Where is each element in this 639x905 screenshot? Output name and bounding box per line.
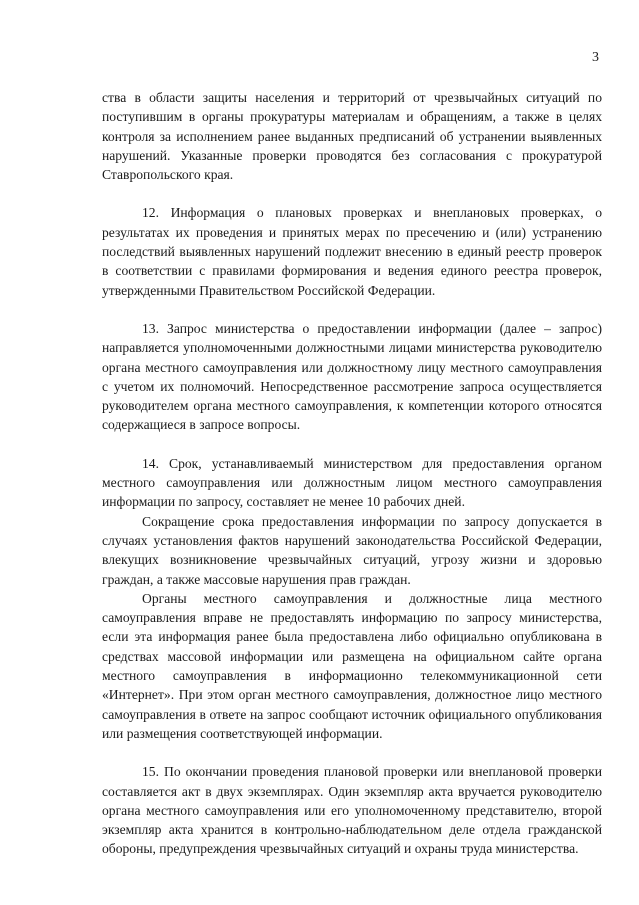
paragraph-15: 15. По окончании проведения плановой проверки или внеплановой проверки составляется акт в двух экземплярах. Один экземпляр акта вручается руководителю органа местного самоуправления или его уполномоченному представителю, второй экземпляр акта хранится в контрольно-наблюдательном деле отдела гражданской обороны, предупреждения чрезвычайных ситуаций и охраны труда министерства. bbox=[102, 764, 602, 857]
document-body bbox=[102, 88, 602, 859]
page-number: 3 bbox=[592, 50, 599, 65]
paragraph-14: 14. Срок, устанавливаемый министерством для предоставления органом местного самоуправления или должностным лицом местного самоуправления информации по запросу, составляет не менее 10 рабочих дней. bbox=[102, 455, 602, 510]
paragraph-13: 13. Запрос министерства о предоставлении информации (далее – запрос) направляется уполномоченными должностными лицами министерства руководителю органа местного самоуправления или должностному лицу местного самоуправления с учетом их полномочий. Непосредственное рассмотрение запроса осуществляется руководителем органа местного самоуправления, к компетенции которого относятся содержащиеся в запросе вопросы. bbox=[102, 320, 602, 433]
paragraph-14-part-2: Сокращение срока предоставления информации по запросу допускается в случаях установления фактов нарушений законодательства Российской Федерации, влекущих возникновение чрезвычайных ситуаций, угрозу жизни и здоровью граждан, а также массовые нарушения прав граждан. bbox=[102, 513, 602, 587]
paragraph-continuation: ства в области защиты населения и территорий от чрезвычайных ситуаций по поступившим в органы прокуратуры материалам и обращениям, а также в целях контроля за исполнением ранее выданных предписаний об устранении выявленных нарушений. Указанные проверки проводятся без согласования с прокуратурой Ставропольского края. bbox=[102, 90, 602, 183]
paragraph-14-part-3: Органы местного самоуправления и должностные лица местного самоуправления вправе не предоставлять информацию по запросу министерства, если эта информация ранее была предоставлена либо официально опубликована в средствах массовой информации или размещена на официальном сайте органа местного самоуправления в информационно телекоммуникационной сети «Интернет». При этом орган местного самоуправления, должностное лицо местного самоуправления в ответе на запрос сообщают источник официального опубликования или размещения соответствующей информации. bbox=[102, 590, 602, 741]
paragraph-12: 12. Информация о плановых проверках и внеплановых проверках, о результатах их проведения и принятых мерах по пресечению и (или) устранению последствий выявленных нарушений подлежит внесению в единый реестр проверок в соответствии с правилами формирования и ведения единого реестра проверок, утвержденными Правительством Российской Федерации. bbox=[102, 205, 602, 298]
